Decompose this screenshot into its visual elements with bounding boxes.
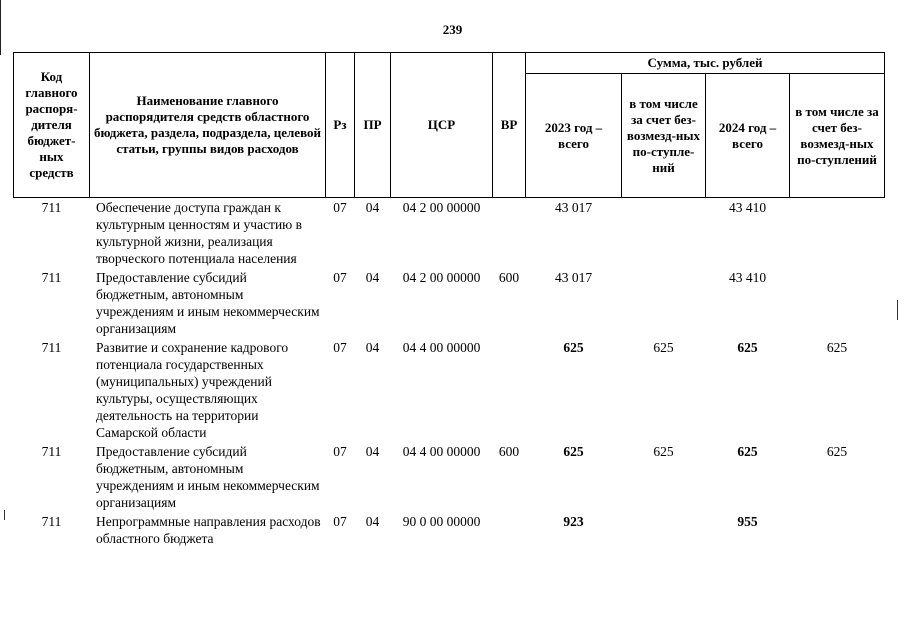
cell-name: Предоставление субсидий бюджетным, автономным учреждениям и иным некоммерческим организациям [96,444,320,510]
cell-rz: 07 [333,200,347,215]
cell-pr: 04 [365,200,380,215]
table-row [14,442,885,512]
cell-name: Непрограммные направления расходов областного бюджета [96,514,321,546]
cell-2023-free [622,198,706,269]
cell-vr: 600 [498,444,520,459]
cell-csr: 04 4 00 00000 [402,340,481,355]
cell-2024-total: 625 [737,340,758,355]
scan-mark [4,510,5,520]
cell-pr: 04 [365,340,380,355]
header-sum: Сумма, тыс. рублей [526,53,885,74]
cell-code: 711 [41,514,62,529]
cell-2023-total: 43 017 [554,270,593,285]
cell-2024-total: 43 410 [728,270,767,285]
table-header [14,53,885,198]
header-2023-total: 2023 год – всего [526,74,622,198]
cell-2023-total: 923 [563,514,584,529]
header-vr: ВР [493,53,526,198]
cell-2023-total: 625 [563,444,584,459]
cell-2023-free [622,512,706,548]
header-pr: ПР [355,53,391,198]
cell-2023-total: 625 [563,340,584,355]
page-number: 239 [442,22,463,37]
table-body [14,198,885,549]
header-2024-total: 2024 год – всего [706,74,790,198]
cell-2023-free: 625 [653,340,674,355]
cell-vr: 600 [498,270,520,285]
header-csr: ЦСР [391,53,493,198]
cell-code: 711 [41,270,62,285]
header-name: Наименование главного распорядителя средств областного бюджета, раздела, подраздела, целевой статьи, группы видов расходов [90,53,326,198]
cell-code: 711 [41,340,62,355]
cell-vr [493,338,526,442]
cell-pr: 04 [365,514,380,529]
cell-vr [493,198,526,269]
header-2024-free: в том числе за счет без-возмезд-ных по-ступлений [790,74,885,198]
cell-csr: 90 0 00 00000 [402,514,481,529]
cell-vr [493,512,526,548]
cell-csr: 04 2 00 00000 [402,270,481,285]
cell-2023-total: 43 017 [554,200,593,215]
cell-rz: 07 [333,270,347,285]
cell-2024-free [790,268,885,338]
cell-csr: 04 4 00 00000 [402,444,481,459]
cell-2024-free: 625 [826,340,848,355]
table-row [14,512,885,548]
cell-csr: 04 2 00 00000 [402,200,481,215]
budget-table [13,52,885,548]
cell-2024-free [790,198,885,269]
cell-2024-total: 625 [737,444,758,459]
cell-code: 711 [41,444,62,459]
table-row [14,198,885,269]
cell-name: Развитие и сохранение кадрового потенциала государственных (муниципальных) учреждений культуры, осуществляющих деятельность на территории Самарской области [96,340,289,440]
header-rz: Рз [326,53,355,198]
cell-2023-free: 625 [653,444,674,459]
cell-code: 711 [41,200,62,215]
cell-2024-free: 625 [826,444,848,459]
cell-2024-total: 43 410 [728,200,767,215]
cell-2024-free [790,512,885,548]
cell-name: Предоставление субсидий бюджетным, автономным учреждениям и иным некоммерческим организациям [96,270,320,336]
cell-2024-total: 955 [737,514,758,529]
cell-pr: 04 [365,270,380,285]
scan-mark [897,300,898,320]
cell-name: Обеспечение доступа граждан к культурным ценностям и участию в культурной жизни, реализация творческого потенциала населения [96,200,303,266]
header-2023-free: в том числе за счет без-возмезд-ных по-ступле-ний [622,74,706,198]
cell-rz: 07 [333,514,347,529]
cell-pr: 04 [365,444,380,459]
cell-rz: 07 [333,340,347,355]
cell-2023-free [622,268,706,338]
header-code: Код главного распоря-дителя бюджет-ных средств [14,53,90,198]
cell-rz: 07 [333,444,347,459]
table-row [14,338,885,442]
table-row [14,268,885,338]
